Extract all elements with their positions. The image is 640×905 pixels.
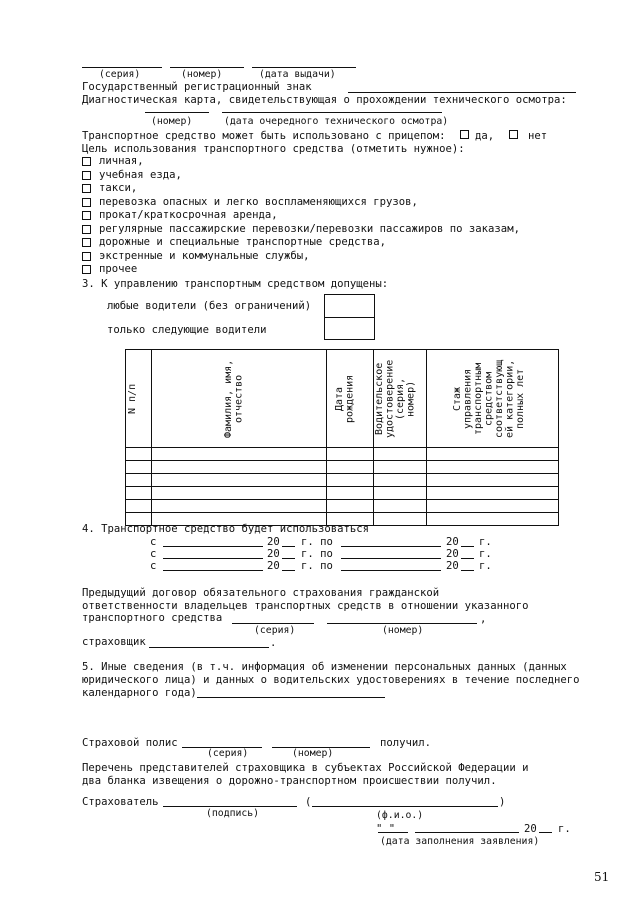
prev-seria-line[interactable] (232, 623, 314, 624)
date-day-line[interactable] (378, 832, 408, 833)
table-cell[interactable] (151, 448, 326, 461)
period-from-label: с (150, 560, 157, 572)
drivers-title: 3. К управлению транспортным средством допущены: (82, 278, 389, 290)
period-to-year-line[interactable] (461, 546, 474, 547)
insurer-dot: . (270, 637, 277, 649)
trailer-label: Транспортное средство может быть использовано с прицепом: (82, 130, 446, 142)
table-cell[interactable] (151, 487, 326, 500)
table-cell[interactable] (427, 487, 559, 500)
date-year-prefix: 20 (524, 823, 537, 835)
table-cell[interactable] (126, 461, 152, 474)
purpose-title: Цель использования транспортного средства (отметить нужное): (82, 143, 465, 155)
purpose-option-label: экстренные и коммунальные службы, (99, 249, 310, 262)
prev-seria-caption: (серия) (254, 625, 296, 636)
prev-comma: , (480, 613, 487, 625)
date-g: г. (558, 823, 571, 835)
header-license (373, 350, 427, 448)
purpose-checkbox[interactable] (82, 265, 91, 274)
seria-caption: (серия) (99, 69, 141, 80)
date-month-line[interactable] (415, 832, 519, 833)
diag-nomer-caption: (номер) (151, 116, 193, 127)
data-vydachi-line[interactable] (252, 67, 356, 68)
period-to-year-prefix: 20 (446, 560, 459, 572)
gos-znak-label: Государственный регистрационный знак (82, 81, 312, 93)
trailer-yes-label: да, (475, 130, 495, 142)
other-info-line[interactable] (197, 697, 385, 698)
seria-line[interactable] (82, 67, 162, 68)
policy-label: Страховой полис (82, 737, 178, 749)
table-cell[interactable] (151, 500, 326, 513)
representatives-line1: Перечень представителей страховщика в субъектах Российской Федерации и (82, 762, 529, 774)
header-fio-text: Фамилия, имя, отчество (222, 359, 245, 439)
period-to-year-line[interactable] (461, 570, 474, 571)
period-to-year-prefix: 20 (446, 548, 459, 560)
purpose-checkbox[interactable] (82, 171, 91, 180)
header-experience-text: Стаж управления транспортным средством соответствующ ей категории, полных лет (452, 359, 527, 439)
purpose-option-label: прокат/краткосрочная аренда, (99, 209, 278, 221)
prev-contract-line1: Предыдущий договор обязательного страхования гражданской (82, 587, 440, 599)
period-g-po: г. по (301, 548, 333, 560)
drivers-choice-box (324, 294, 375, 340)
table-cell[interactable] (373, 474, 427, 487)
table-cell[interactable] (151, 461, 326, 474)
table-cell[interactable] (126, 474, 152, 487)
table-cell[interactable] (327, 474, 374, 487)
period-to-year-prefix: 20 (446, 536, 459, 548)
table-cell[interactable] (427, 513, 559, 526)
fio-caption: (ф.и.о.) (376, 810, 424, 821)
period-from-year-prefix: 20 (267, 548, 280, 560)
gos-znak-line[interactable] (348, 92, 576, 93)
prev-nomer-line[interactable] (327, 623, 477, 624)
purpose-checkbox[interactable] (82, 238, 91, 247)
period-from-label: с (150, 548, 157, 560)
period-to-date-line[interactable] (341, 546, 441, 547)
header-experience (427, 350, 559, 448)
purpose-checkbox[interactable] (82, 198, 91, 207)
header-num-text: N п/п (127, 383, 138, 415)
period-from-date-line[interactable] (163, 546, 263, 547)
drivers-table-header (126, 350, 559, 448)
purpose-option-label: такси, (99, 182, 138, 194)
fio-close-paren: ) (499, 796, 506, 808)
prev-contract-line3: транспортного средства (82, 612, 223, 624)
header-dob (327, 350, 374, 448)
period-from-year-line[interactable] (282, 570, 295, 571)
period-from-year-line[interactable] (282, 558, 295, 559)
table-cell[interactable] (373, 461, 427, 474)
table-cell[interactable] (327, 448, 374, 461)
diag-nomer-line[interactable] (145, 112, 209, 113)
representatives-line2: два бланка извещения о дорожно-транспортном происшествии получил. (82, 775, 497, 787)
table-cell[interactable] (373, 500, 427, 513)
table-cell[interactable] (126, 487, 152, 500)
purpose-checkbox[interactable] (82, 225, 91, 234)
purpose-checkbox[interactable] (82, 252, 91, 261)
period-from-year-prefix: 20 (267, 536, 280, 548)
policyholder-label: Страхователь (82, 796, 159, 808)
purpose-option-label: дорожные и специальные транспортные средства, (99, 236, 387, 248)
drivers-table-body (126, 448, 559, 526)
header-dob-text: Дата рождения (334, 374, 356, 424)
other-info-line3: календарного года) (82, 687, 197, 699)
table-cell[interactable] (151, 474, 326, 487)
table-cell[interactable] (373, 448, 427, 461)
table-row (126, 487, 559, 500)
other-info-line2: юридического лица) и данных о водительских удостоверениях в течение последнего (82, 674, 580, 686)
prev-contract-line2: ответственности владельцев транспортных средств в отношении указанного (82, 600, 529, 612)
period-from-date-line[interactable] (163, 558, 263, 559)
table-row (126, 500, 559, 513)
period-g-po: г. по (301, 560, 333, 572)
table-cell[interactable] (373, 513, 427, 526)
period-from-year-prefix: 20 (267, 560, 280, 572)
other-info-line1: 5. Иные сведения (в т.ч. информация об изменении персональных данных (данных (82, 661, 567, 673)
purpose-checkbox[interactable] (82, 184, 91, 193)
period-to-date-line[interactable] (341, 558, 441, 559)
purpose-option-label: личная, (99, 155, 144, 167)
drivers-table (125, 349, 559, 526)
insurer-line[interactable] (149, 647, 269, 648)
table-cell[interactable] (373, 487, 427, 500)
table-row (126, 448, 559, 461)
table-cell[interactable] (427, 474, 559, 487)
header-license-text: Водительское удостоверение (серия, номер) (373, 359, 417, 439)
date-year-line[interactable] (539, 832, 552, 833)
period-from-date-line[interactable] (163, 570, 263, 571)
prev-nomer-caption: (номер) (382, 625, 424, 636)
nomer-line[interactable] (170, 67, 244, 68)
fio-line[interactable] (312, 806, 498, 807)
period-g: г. (479, 548, 492, 560)
table-cell[interactable] (327, 487, 374, 500)
table-cell[interactable] (327, 461, 374, 474)
table-row (126, 461, 559, 474)
diag-date-caption: (дата очередного технического осмотра) (224, 116, 449, 127)
signature-caption: (подпись) (206, 808, 260, 819)
purpose-checkbox[interactable] (82, 211, 91, 220)
date-caption: (дата заполнения заявления) (380, 836, 540, 847)
purpose-option-label: перевозка опасных и легко воспламеняющихся грузов, (99, 195, 418, 208)
usage-title: 4. Транспортное средство будет использоваться (82, 523, 370, 535)
only-drivers-label: только следующие водители (107, 324, 267, 336)
table-cell[interactable] (126, 448, 152, 461)
purpose-option-label: прочее (99, 263, 138, 275)
period-g-po: г. по (301, 536, 333, 548)
header-fio (151, 350, 326, 448)
period-to-year-line[interactable] (461, 558, 474, 559)
diag-card-label: Диагностическая карта, свидетельствующая о прохождении технического осмотра: (82, 94, 567, 106)
purpose-option-label: учебная езда, (99, 168, 182, 181)
any-drivers-cell[interactable] (325, 295, 374, 318)
diag-date-line[interactable] (222, 112, 442, 113)
trailer-yes-checkbox[interactable] (460, 130, 469, 139)
table-cell[interactable] (427, 448, 559, 461)
policy-received: получил. (380, 737, 432, 749)
period-g: г. (479, 560, 492, 572)
table-row (126, 474, 559, 487)
policy-nomer-caption: (номер) (292, 748, 334, 759)
data-vydachi-caption: (дата выдачи) (259, 69, 336, 80)
any-drivers-label: любые водители (без ограничений) (107, 300, 312, 312)
trailer-no-label: нет (528, 130, 548, 142)
period-from-year-line[interactable] (282, 546, 295, 547)
purpose-option-label: регулярные пассажирские перевозки/перевозки пассажиров по заказам, (99, 222, 520, 235)
signature-line[interactable] (163, 806, 297, 807)
purpose-checkbox[interactable] (82, 157, 91, 166)
table-cell[interactable] (126, 500, 152, 513)
trailer-no-checkbox[interactable] (509, 130, 518, 139)
policy-seria-caption: (серия) (207, 748, 249, 759)
fio-open-paren: ( (305, 796, 312, 808)
date-quotes: " " (376, 823, 396, 835)
nomer-caption: (номер) (181, 69, 223, 80)
table-cell[interactable] (427, 461, 559, 474)
header-num (126, 350, 152, 448)
table-cell[interactable] (327, 500, 374, 513)
period-g: г. (479, 536, 492, 548)
period-from-label: с (150, 536, 157, 548)
insurer-label: страховщик (82, 636, 146, 648)
table-cell[interactable] (427, 500, 559, 513)
period-to-date-line[interactable] (341, 570, 441, 571)
page-number: 51 (594, 870, 610, 884)
